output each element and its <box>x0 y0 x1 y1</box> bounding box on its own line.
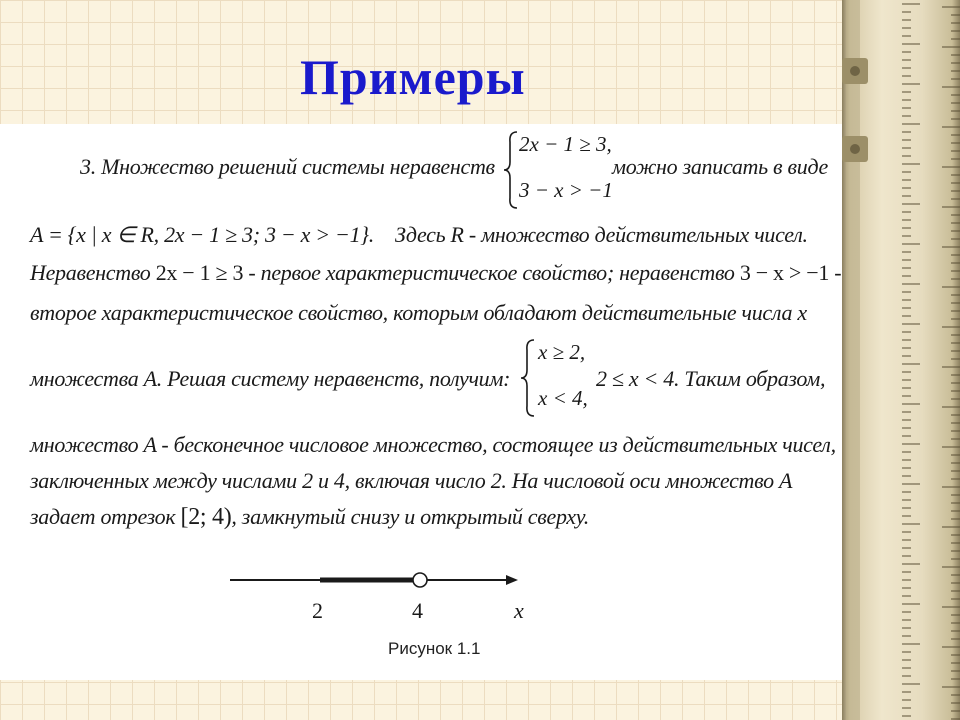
set-notation: A = {x | x ∈ R, 2x − 1 ≥ 3; 3 − x > −1}. <box>30 222 374 247</box>
system2-row-1: x ≥ 2, <box>538 340 586 364</box>
ruler-ticks <box>842 0 960 720</box>
text-line-5b: 2 ≤ x < 4. Таким образом, <box>596 366 826 391</box>
text-line-3a: Неравенство <box>30 260 151 285</box>
inequality-2: 3 − x > −1 <box>739 260 830 285</box>
text-line-8 <box>30 504 589 531</box>
ruler-screw-top <box>850 66 860 76</box>
number-line-figure <box>220 564 530 623</box>
system1-row-2: 3 − x > −1 <box>519 178 613 202</box>
figure-caption: Рисунок 1.1 <box>388 639 481 658</box>
number-line <box>220 564 530 594</box>
text-line-2: Здесь R - множество действительных чисел. <box>395 222 808 247</box>
inequality-1: 2x − 1 ≥ 3 <box>155 260 244 285</box>
system1-row-1: 2x − 1 ≥ 3, <box>519 132 612 156</box>
text-line-3c: - <box>834 260 842 285</box>
ruler-decoration <box>842 0 960 720</box>
slide-title: Примеры <box>300 49 526 105</box>
example-content <box>0 124 842 680</box>
text-line-3b: - первое характеристическое свойство; неравенство <box>248 260 735 285</box>
open-endpoint-circle <box>413 573 427 587</box>
text-line-4: второе характеристическое свойство, которым обладают действительные числа x <box>30 300 807 325</box>
text-line-1b: можно записать в виде <box>612 154 829 179</box>
system2-row-2: x < 4, <box>538 386 588 410</box>
text-line-8b: , замкнутый снизу и открытый сверху. <box>231 504 589 529</box>
text-line-3 <box>30 260 841 286</box>
text-line-6: множество A - бесконечное числовое множество, состоящее из действительных чисел, <box>30 432 836 457</box>
text-line-7: заключенных между числами 2 и 4, включая число 2. На числовой оси множество A <box>30 468 793 493</box>
interval-notation: [2; 4) <box>180 504 232 530</box>
tick-label-4: 4 <box>412 598 423 623</box>
text-line-5a: множества A. Решая систему неравенств, получим: <box>30 366 511 391</box>
left-brace-icon <box>520 338 536 418</box>
axis-label-x: x <box>514 598 524 623</box>
ruler-screw-bottom <box>850 144 860 154</box>
text-line-1a: 3. Множество решений системы неравенств <box>80 154 495 179</box>
axis-arrow-icon <box>506 575 518 585</box>
tick-label-2: 2 <box>312 598 323 623</box>
text-line-8a: задает отрезок <box>30 504 176 529</box>
left-brace-icon <box>503 130 519 210</box>
